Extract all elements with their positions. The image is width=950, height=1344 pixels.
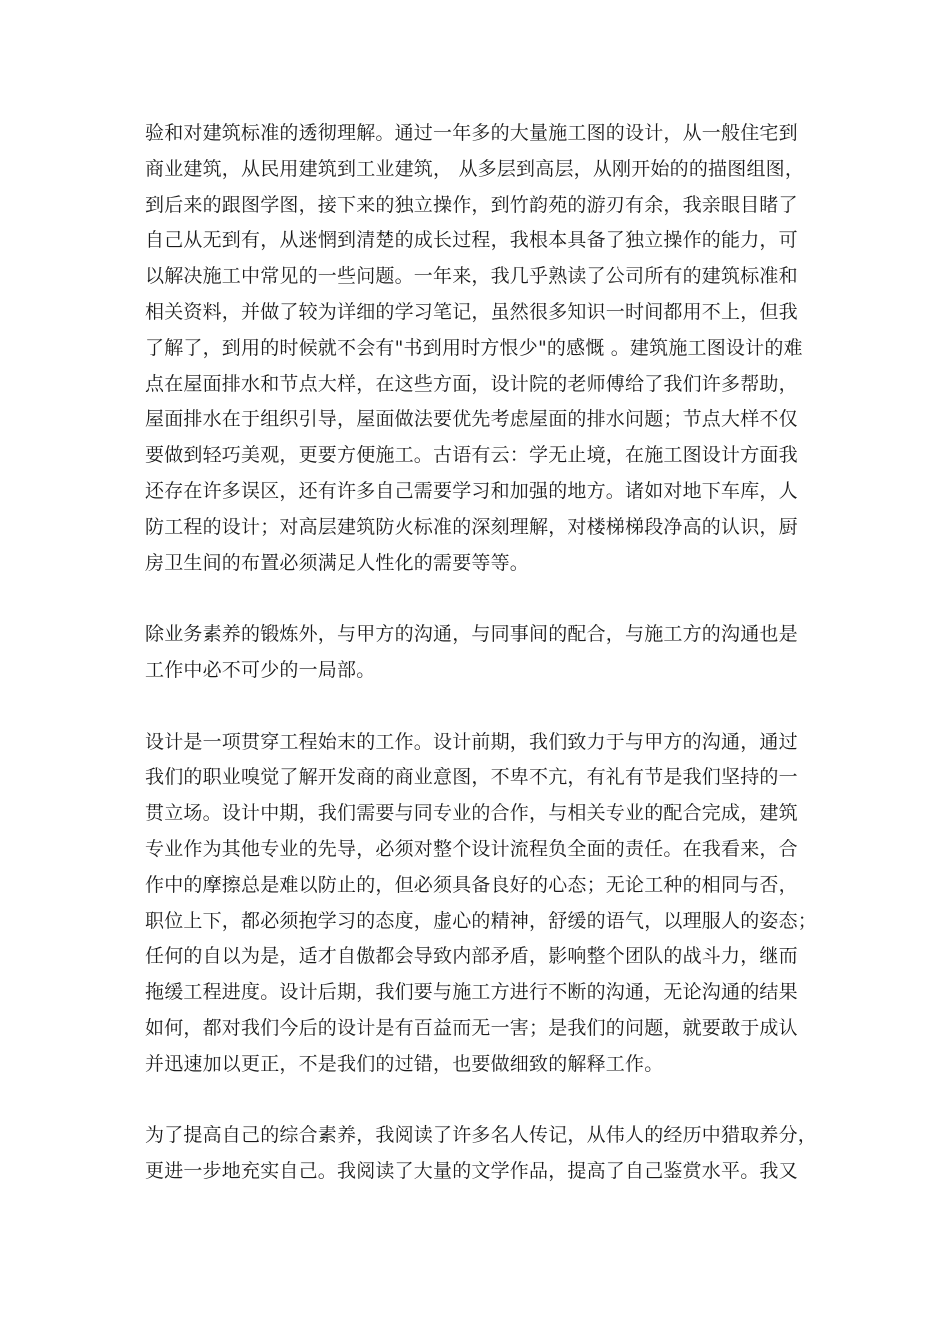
text-line: 要做到轻巧美观，更要方便施工。古语有云：学无止境，在施工图设计方面我 xyxy=(145,444,798,467)
text-line: 贯立场。设计中期，我们需要与同专业的合作，与相关专业的配合完成，建筑 xyxy=(145,802,798,825)
paragraph-spacer xyxy=(145,1083,810,1119)
document-body xyxy=(145,116,818,1190)
text-line: 设计是一项贯穿工程始末的工作。设计前期，我们致力于与甲方的沟通，通过 xyxy=(145,730,798,753)
paragraph-self-improvement xyxy=(145,1118,818,1190)
paragraph-design-experience xyxy=(145,116,810,581)
text-line: 自己从无到有，从迷惘到清楚的成长过程，我根本具备了独立操作的能力，可 xyxy=(145,229,798,252)
text-line: 我们的职业嗅觉了解开发商的商业意图，不卑不亢，有礼有节是我们坚持的一 xyxy=(145,766,798,789)
text-line: 更进一步地充实自己。我阅读了大量的文学作品，提高了自己鉴赏水平。我又 xyxy=(145,1160,798,1183)
paragraph-design-process xyxy=(145,725,818,1083)
paragraph-communication xyxy=(145,617,810,689)
text-line: 房卫生间的布置必须满足人性化的需要等等。 xyxy=(145,551,530,574)
text-line: 点在屋面排水和节点大样，在这些方面，设计院的老师傅给了我们许多帮助， xyxy=(145,372,798,395)
text-line: 防工程的设计；对高层建筑防火标准的深刻理解，对楼梯梯段净高的认识，厨 xyxy=(145,515,798,538)
text-line: 工作中必不可少的一局部。 xyxy=(145,658,376,681)
text-line: 如何，都对我们今后的设计是有百益而无一害；是我们的问题，就要敢于成认 xyxy=(145,1016,798,1039)
text-line: 职位上下，都必须抱学习的态度，虚心的精神，舒缓的语气，以理服人的姿态； xyxy=(145,909,818,932)
text-line: 相关资料，并做了较为详细的学习笔记，虽然很多知识一时间都用不上，但我 xyxy=(145,300,798,323)
paragraph-spacer xyxy=(145,581,810,617)
text-line: 并迅速加以更正，不是我们的过错，也要做细致的解释工作。 xyxy=(145,1052,664,1075)
text-line: 除业务素养的锻炼外，与甲方的沟通，与同事间的配合，与施工方的沟通也是 xyxy=(145,623,798,646)
text-line: 商业建筑，从民用建筑到工业建筑， 从多层到高层，从刚开始的的描图组图， xyxy=(145,157,805,180)
text-line: 屋面排水在于组织引导，屋面做法要优先考虑屋面的排水问题；节点大样不仅 xyxy=(145,408,798,431)
text-line: 了解了，到用的时候就不会有"书到用时方恨少"的感慨 。建筑施工图设计的难 xyxy=(145,336,803,359)
text-line: 验和对建筑标准的透彻理解。通过一年多的大量施工图的设计，从一般住宅到 xyxy=(145,122,798,144)
text-line: 拖缓工程进度。设计后期，我们要与施工方进行不断的沟通，无论沟通的结果 xyxy=(145,981,798,1004)
text-line: 作中的摩擦总是难以防止的，但必须具备良好的心态；无论工种的相同与否， xyxy=(145,873,798,896)
text-line: 任何的自以为是，适才自傲都会导致内部矛盾，影响整个团队的战斗力，继而 xyxy=(145,945,798,968)
text-line: 为了提高自己的综合素养，我阅读了许多名人传记，从伟人的经历中猎取养分， xyxy=(145,1124,818,1147)
paragraph-spacer xyxy=(145,689,810,725)
text-line: 专业作为其他专业的先导，必须对整个设计流程负全面的责任。在我看来，合 xyxy=(145,837,798,860)
text-line: 还存在许多误区，还有许多自己需要学习和加强的地方。诸如对地下车库，人 xyxy=(145,479,798,502)
text-line: 到后来的跟图学图，接下来的独立操作，到竹韵苑的游刃有余，我亲眼目睹了 xyxy=(145,193,798,216)
text-line: 以解决施工中常见的一些问题。一年来，我几乎熟读了公司所有的建筑标准和 xyxy=(145,265,798,288)
